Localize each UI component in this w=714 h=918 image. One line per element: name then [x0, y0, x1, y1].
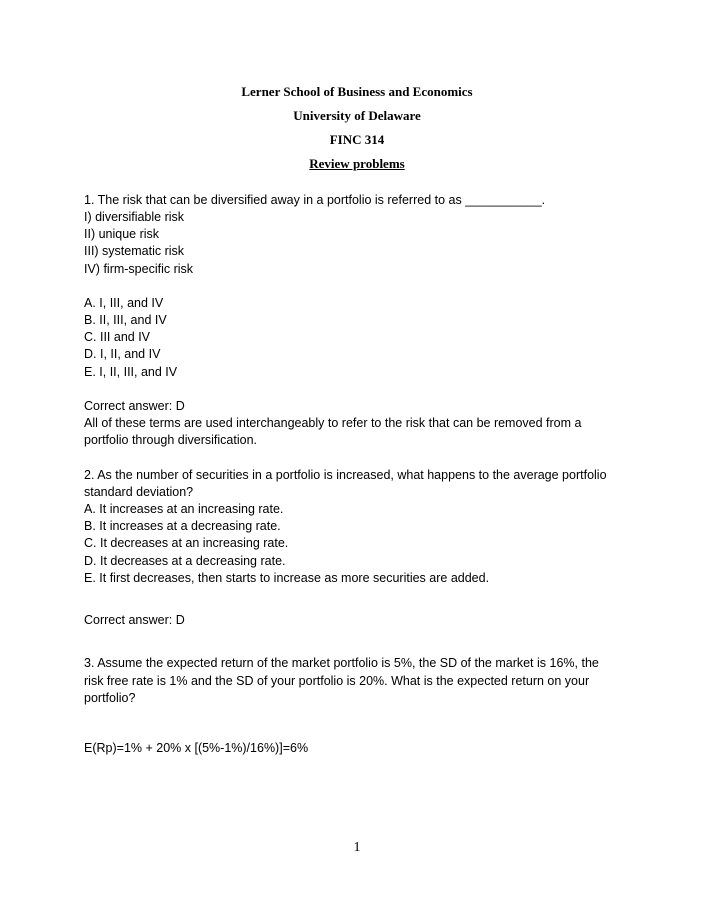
q1-answer: Correct answer: D — [84, 399, 185, 413]
q3-question: 3. Assume the expected return of the market portfolio is 5%, the SD of the market is 16%, the — [84, 656, 599, 670]
q1-option: B. II, III, and IV — [84, 313, 167, 327]
q3-question: portfolio? — [84, 691, 136, 705]
q2-answer: Correct answer: D — [84, 613, 185, 627]
q2-option: E. It first decreases, then starts to increase as more securities are added. — [84, 571, 490, 585]
q2-option: A. It increases at an increasing rate. — [84, 502, 284, 516]
q3-solution: E(Rp)=1% + 20% x [(5%-1%)/16%)]=6% — [84, 741, 309, 755]
q1-explanation: All of these terms are used interchangeably to refer to the risk that can be removed from a — [84, 416, 582, 430]
q1-item: II) unique risk — [84, 227, 160, 241]
q1-option: A. I, III, and IV — [84, 296, 164, 310]
course-code: FINC 314 — [329, 132, 385, 147]
q1-item: IV) firm-specific risk — [84, 262, 194, 276]
q1-option: E. I, II, III, and IV — [84, 365, 178, 379]
q1-question: 1. The risk that can be diversified away in a portfolio is referred to as ___________. — [84, 193, 546, 207]
q1-option: C. III and IV — [84, 330, 151, 344]
q2-option: D. It decreases at a decreasing rate. — [84, 554, 286, 568]
q3-question: risk free rate is 1% and the SD of your portfolio is 20%. What is the expected return on your — [84, 674, 590, 688]
university-name: University of Delaware — [293, 108, 421, 123]
page-number: 1 — [353, 840, 361, 855]
q2-option: C. It decreases at an increasing rate. — [84, 536, 289, 550]
q1-item: I) diversifiable risk — [84, 210, 185, 224]
school-name: Lerner School of Business and Economics — [241, 84, 473, 99]
q1-option: D. I, II, and IV — [84, 347, 161, 361]
q2-option: B. It increases at a decreasing rate. — [84, 519, 281, 533]
q1-item: III) systematic risk — [84, 244, 185, 258]
q2-question: standard deviation? — [84, 485, 194, 499]
document-title: Review problems — [309, 156, 405, 171]
q1-explanation: portfolio through diversification. — [84, 433, 258, 447]
q2-question: 2. As the number of securities in a portfolio is increased, what happens to the average portfolio — [84, 468, 607, 482]
